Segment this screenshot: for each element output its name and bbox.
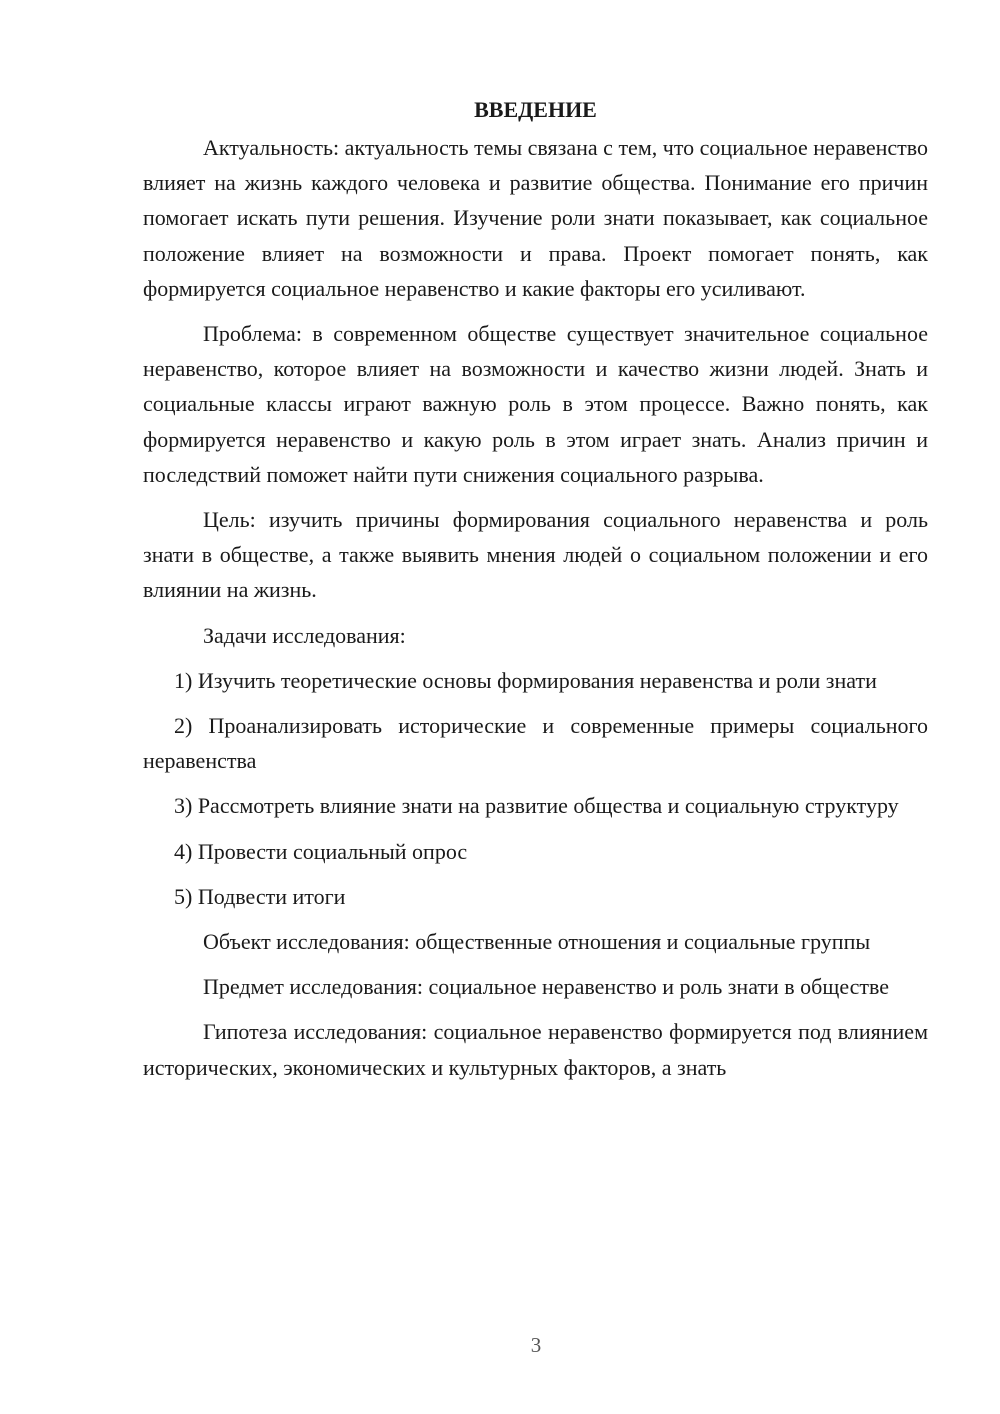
subject-paragraph: Предмет исследования: социальное неравенство и роль знати в обществе xyxy=(203,974,890,1000)
hypothesis-paragraph: Гипотеза исследования: социальное неравенство формируется под влиянием исторических, экономических и культурных факторов, а знать xyxy=(143,1019,928,1080)
relevance-paragraph: Актуальность: актуальность темы связана с тем, что социальное неравенство влияет на жизнь каждого человека и развитие общества. Понимание его причин помогает искать пути решения. Изучение роли знати показывает, как социальное положение влияет на возможности и права. Проект помогает понять, как формируется социальное неравенство и какие факторы его усиливают. xyxy=(143,135,928,301)
section-heading: ВВЕДЕНИЕ xyxy=(474,97,597,122)
tasks-title: Задачи исследования: xyxy=(203,622,406,648)
document-body xyxy=(143,92,928,1085)
page-number: 3 xyxy=(530,1333,542,1357)
task-item-4: 4) Провести социальный опрос xyxy=(174,838,468,864)
problem-paragraph: Проблема: в современном обществе существует значительное социальное неравенство, которое влияет на возможности и качество жизни людей. Знать и социальные классы играют важную роль в этом процессе. Важно понять, как формируется неравенство и какую роль в этом играет знать. Анализ причин и последствий поможет найти пути снижения социального разрыва. xyxy=(143,321,928,487)
task-item-5: 5) Подвести итоги xyxy=(174,883,346,909)
task-item-1: 1) Изучить теоретические основы формирования неравенства и роли знати xyxy=(174,667,877,693)
goal-paragraph: Цель: изучить причины формирования социального неравенства и роль знати в обществе, а также выявить мнения людей о социальном положении и его влиянии на жизнь. xyxy=(143,507,928,603)
task-item-3: 3) Рассмотреть влияние знати на развитие общества и социальную структуру xyxy=(174,793,899,819)
object-paragraph: Объект исследования: общественные отношения и социальные группы xyxy=(203,929,871,955)
task-item-2: 2) Проанализировать исторические и современные примеры социального неравенства xyxy=(143,713,928,774)
